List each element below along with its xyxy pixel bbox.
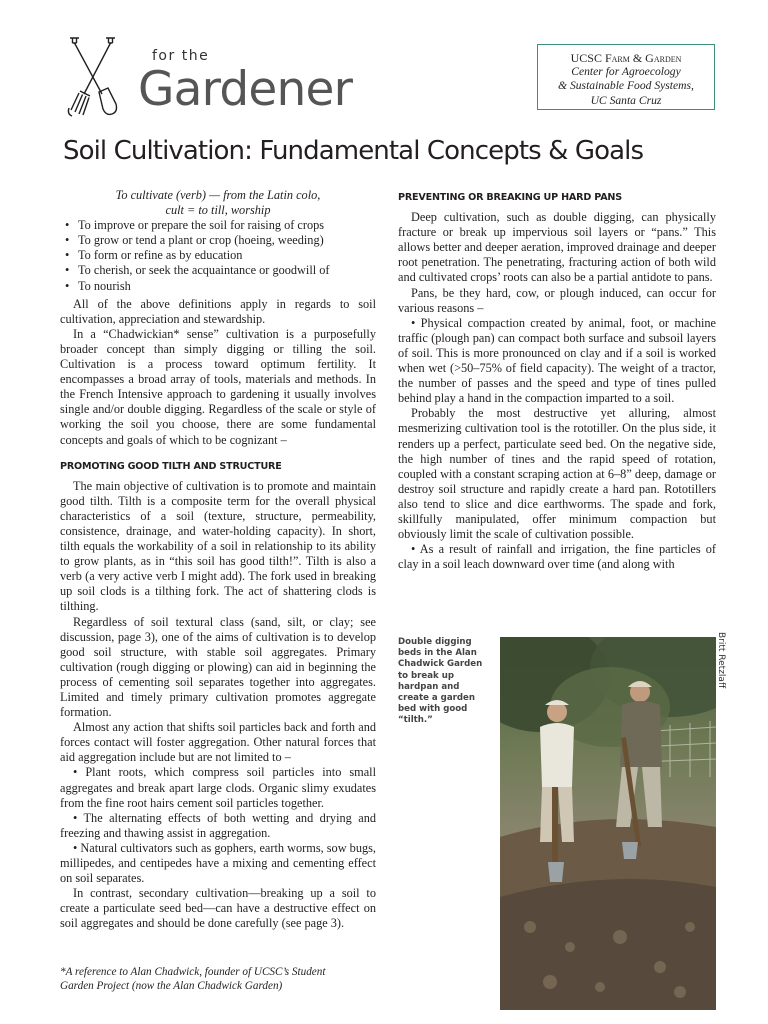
masthead-for-the: for the <box>152 48 210 64</box>
paragraph: In contrast, secondary cultivation—breaking up a soil to create a particulate seed bed—can have a destructive effect on soil aggregates and should be done carefully (see page 3). <box>60 886 376 931</box>
section-heading-pans: PREVENTING OR BREAKING UP HARD PANS <box>398 192 622 203</box>
paragraph: Almost any action that shifts soil particles back and forth and forces contact will foster aggregation. Other natural forces that aid aggregation include but are not limited to – <box>60 720 376 765</box>
photo-caption: Double digging beds in the Alan Chadwick Garden to break up hardpan and create a garden bed with good “tilth.” <box>398 637 483 726</box>
masthead-title: Gardener <box>138 62 353 117</box>
paragraph: • Physical compaction created by animal, foot, or machine traffic (plough pan) can compact both surface and subsoil layers of soil. This is more pronounced on clay and if a soil is worked when wet (>50–75% of field capacity). The weight of a tractor, the number of passes and the speed and type of tines pulled behind play a hand in the compaction imparted to a soil. <box>398 315 716 406</box>
page-title: Soil Cultivation: Fundamental Concepts & Goals <box>63 136 644 166</box>
photo-illustration <box>500 637 716 1010</box>
org-center-line1: Center for Agroecology <box>571 65 681 79</box>
paragraph: The main objective of cultivation is to promote and maintain good tilth. Tilth is a composite term for the overall physical characteristics of a soil (texture, structure, permeability, consistence, drainage, and water-holding capacity). In short, tilth equals the workability of a soil in relationship to its ability to grow plants, as in “this soil has good tilth!”. Tilth is also a verb (a very active verb I might add). The fork used in breaking up soil clods is a tilthing fork. The act of shattering clods is tilthing. <box>60 478 376 614</box>
org-box <box>537 44 715 110</box>
footnote <box>60 965 380 993</box>
photo-credit: Britt Retzlaff <box>716 632 726 689</box>
paragraph: Pans, be they hard, cow, or plough induced, can occur for various reasons – <box>398 285 716 315</box>
left-column <box>60 188 376 932</box>
right-column <box>398 188 716 572</box>
paragraph: • As a result of rainfall and irrigation, the fine particles of clay in a soil leach downward over time (and along with <box>398 542 716 572</box>
org-center-line2: & Sustainable Food Systems, <box>558 79 694 93</box>
photo-double-digging <box>500 637 716 1010</box>
paragraph: In a “Chadwickian* sense” cultivation is a purposefully broader concept than simply digging or tilling the soil. Cultivation is a process toward optimum fertility. It encompasses a broad array of tools, materials and methods. In the French Intensive approach to gardening it usually involves single and/or double digging. Regardless of the scale or style of working the soil you choose, there are some fundamental concepts and goals of which to be cognizant – <box>60 326 376 447</box>
org-location: UC Santa Cruz <box>590 93 662 107</box>
paragraph: • The alternating effects of both wetting and drying and freezing and thawing assist in aggregation. <box>60 810 376 840</box>
etymology-line1: To cultivate (verb) — from the Latin colo, <box>115 188 321 202</box>
paragraph: All of the above definitions apply in regards to soil cultivation, appreciation and stewardship. <box>60 296 376 326</box>
section-heading-tilth: PROMOTING GOOD TILTH AND STRUCTURE <box>60 460 282 472</box>
paragraph: • Natural cultivators such as gophers, earth worms, sow bugs, millipedes, and centipedes have a mixing and cementing effect on soil separates. <box>60 840 376 886</box>
list-item: • To cherish, or seek the acquaintance or goodwill of <box>78 263 376 278</box>
crossed-spade-fork-icon <box>66 36 122 118</box>
list-item: • To form or refine as by education <box>78 248 376 263</box>
list-item: • To improve or prepare the soil for raising of crops <box>78 218 376 233</box>
org-name: UCSC Farm & Garden <box>570 51 682 65</box>
paragraph: • Plant roots, which compress soil particles into small aggregates and break apart large clods. Organic slimy exudates from the fine root hairs cement soil particles together. <box>60 765 376 810</box>
list-item: • To grow or tend a plant or crop (hoeing, weeding) <box>78 233 376 248</box>
definition-list <box>60 218 376 293</box>
list-item: • To nourish <box>78 279 376 294</box>
paragraph: Deep cultivation, such as double digging, can physically fracture or break up impervious soil layers or “pans.” This allows better and deeper aeration, improved drainage and deeper root penetration. The penetrating, fracturing action of both wild and cultivated crops’ roots can also be a partial antidote to pans. <box>398 210 716 285</box>
footnote-line1: *A reference to Alan Chadwick, founder of UCSC’s Student <box>60 966 326 978</box>
etymology-line2: cult = to till, worship <box>165 203 271 218</box>
footnote-line2: Garden Project (now the Alan Chadwick Garden) <box>60 980 283 992</box>
paragraph: Probably the most destructive yet alluring, almost mesmerizing cultivation tool is the rototiller. On the plus side, it renders up a perfect, particulate seed bed. On the negative side, the high number of tines and the rapid speed of rotation, coupled with a constant scraping action at 6–8” deep, damage or destroy soil structure and rapidly create a hard pan. Rototillers also tend to slice and dice earthworms. The spade and fork, skillfully manipulated, offer minimum compaction but obviously limit the scale of cultivation possible. <box>398 406 716 542</box>
paragraph: Regardless of soil textural class (sand, silt, or clay; see discussion, page 3), one of the aims of cultivation is to develop good soil structure, with stable soil aggregates. Primary cultivation (rough digging or plowing) can aid in beginning the process of cementing soil separates together into aggregates. Limited and timely primary cultivation promotes aggregate formation. <box>60 614 376 720</box>
